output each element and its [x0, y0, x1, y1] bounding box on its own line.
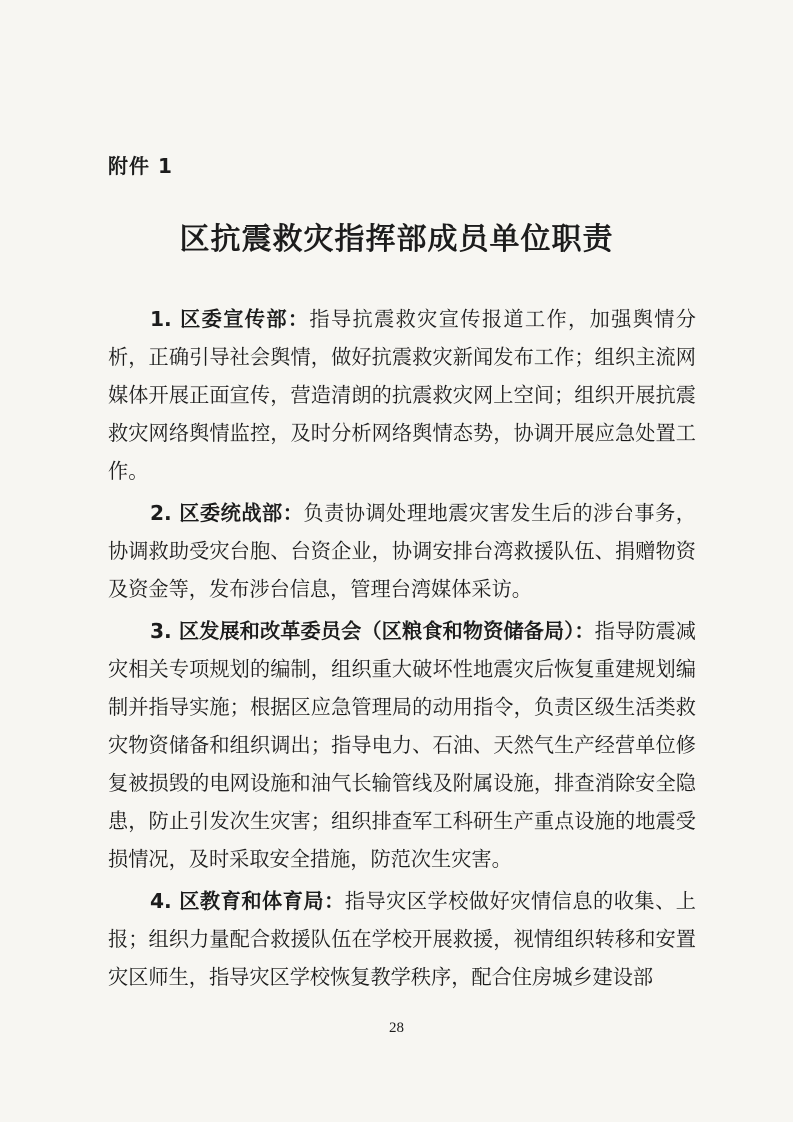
section-text: 指导抗震救灾宣传报道工作，加强舆情分析，正确引导社会舆情，做好抗震救灾新闻发布工作；组织主流网媒体开展正面宣传，营造清朗的抗震救灾网上空间；组织开展抗震救灾网络舆情监控，及时分析网络舆情态势，协调开展应急处置工作。	[108, 307, 696, 483]
section-text: 负责协调处理地震灾害发生后的涉台事务，协调救助受灾台胞、台资企业，协调安排台湾救援队伍、捐赠物资及资金等，发布涉台信息，管理台湾媒体采访。	[108, 501, 696, 601]
section-text: 指导灾区学校做好灾情信息的收集、上报；组织力量配合救援队伍在学校开展救援，视情组织转移和安置灾区师生，指导灾区学校恢复教学秩序，配合住房城乡建设部	[108, 889, 696, 989]
section-heading: 3. 区发展和改革委员会（区粮食和物资储备局）：	[150, 619, 595, 643]
document-body	[108, 300, 696, 1000]
section-paragraph	[108, 300, 696, 490]
document-title: 区抗震救灾指挥部成员单位职责	[179, 222, 614, 257]
section-paragraph	[108, 612, 696, 878]
section-heading: 1. 区委宣传部：	[150, 307, 310, 331]
section-heading: 4. 区教育和体育局：	[150, 889, 345, 913]
section-paragraph	[108, 494, 696, 608]
section-text: 指导防震减灾相关专项规划的编制，组织重大破坏性地震灾后恢复重建规划编制并指导实施；根据区应急管理局的动用指令，负责区级生活类救灾物资储备和组织调出；指导电力、石油、天然气生产经营单位修复被损毁的电网设施和油气长输管线及附属设施，排查消除安全隐患，防止引发次生灾害；组织排查军工科研生产重点设施的地震受损情况，及时采取安全措施，防范次生灾害。	[108, 619, 696, 871]
page-number: 28	[389, 1020, 404, 1036]
section-paragraph	[108, 882, 696, 996]
attachment-label: 附件 1	[108, 154, 173, 178]
section-heading: 2. 区委统战部：	[150, 501, 304, 525]
